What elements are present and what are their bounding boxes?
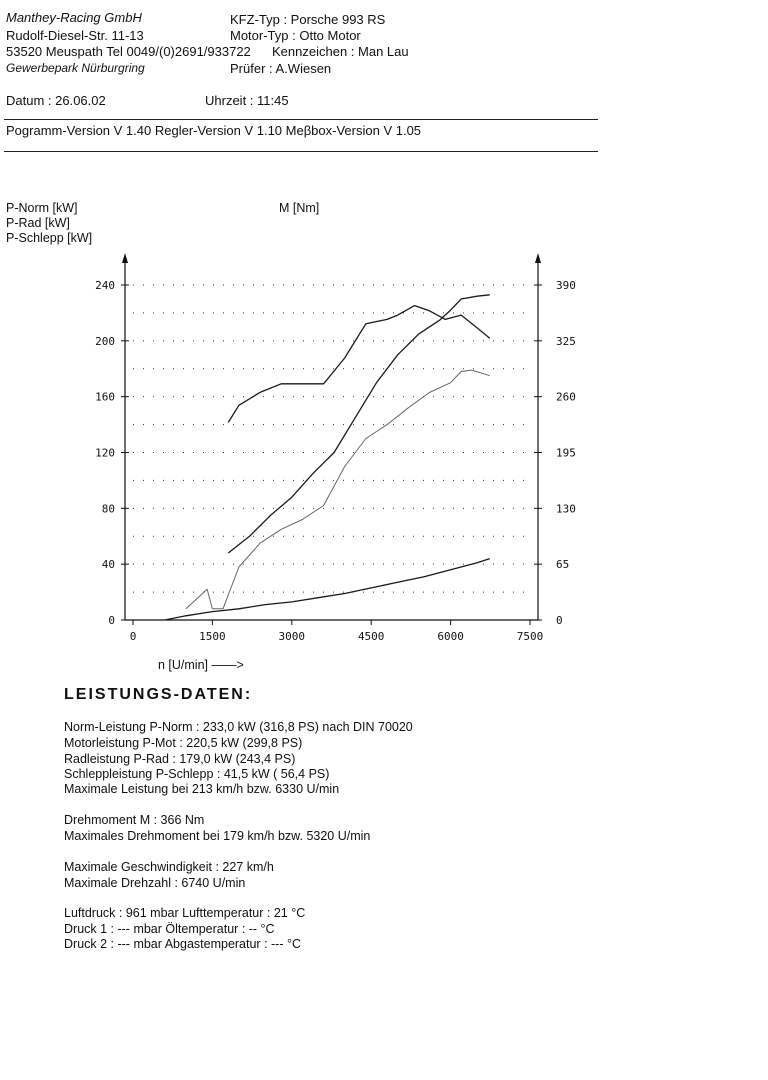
y-tick-label-right: 130	[556, 502, 576, 516]
y-axis-right-arrow	[535, 253, 541, 263]
x-tick-label: 4500	[357, 630, 385, 643]
company-city-tel: 53520 Meuspath Tel 0049/(0)2691/933722	[6, 44, 251, 59]
row-druck-1: Druck 1 : --- mbar Öltemperatur : -- °C	[64, 922, 275, 936]
row-max-geschwindigkeit: Maximale Geschwindigkeit : 227 km/h	[64, 860, 274, 874]
left-axis-label-p-schlepp: P-Schlepp [kW]	[6, 231, 93, 245]
row-schleppleistung: Schleppleistung P-Schlepp : 41,5 kW ( 56,4 PS)	[64, 767, 330, 781]
y-axis-left-arrow	[122, 253, 128, 263]
x-tick-label: 0	[129, 630, 137, 643]
y-tick-label-left: 0	[108, 614, 115, 627]
row-max-leistung: Maximale Leistung bei 213 km/h bzw. 6330 U/min	[64, 782, 340, 796]
uhrzeit: Uhrzeit : 11:45	[205, 93, 289, 108]
y-tick-label-left: 240	[95, 279, 115, 292]
x-tick-label: 6000	[437, 630, 464, 643]
kfz-typ: KFZ-Typ : Porsche 993 RS	[230, 12, 386, 27]
x-axis-label: n [U/min] ——>	[158, 658, 244, 672]
row-motorleistung: Motorleistung P-Mot : 220,5 kW (299,8 PS)	[64, 736, 303, 750]
row-max-drehmoment: Maximales Drehmoment bei 179 km/h bzw. 5320 U/min	[64, 829, 371, 843]
x-tick-label: 3000	[278, 630, 306, 643]
header-rule-top	[4, 119, 598, 120]
y-tick-label-right: 260	[556, 390, 576, 404]
y-tick-label-left: 160	[95, 390, 115, 404]
series-line-p-rad	[186, 370, 490, 609]
row-max-drehzahl: Maximale Drehzahl : 6740 U/min	[64, 876, 246, 890]
kennzeichen: Kennzeichen : Man Lau	[272, 44, 409, 59]
y-tick-label-left: 40	[101, 558, 115, 572]
series-line-m	[228, 306, 490, 423]
header-rule-bottom	[4, 151, 598, 152]
y-tick-label-right: 195	[556, 446, 576, 460]
motor-typ: Motor-Typ : Otto Motor	[230, 28, 361, 43]
version-line: Pogramm-Version V 1.40 Regler-Version V 1.10 Meβbox-Version V 1.05	[6, 123, 422, 138]
dyno-chart	[0, 240, 768, 660]
x-tick-label: 7500	[516, 630, 544, 643]
y-tick-label-left: 200	[95, 334, 115, 348]
company-street: Rudolf-Diesel-Str. 11-13	[6, 28, 144, 43]
x-tick-label: 1500	[199, 630, 226, 643]
right-axis-label-torque: M [Nm]	[279, 201, 320, 215]
series-line-p-norm	[228, 295, 490, 553]
y-tick-label-left: 80	[101, 502, 115, 516]
row-norm-leistung: Norm-Leistung P-Norm : 233,0 kW (316,8 PS) nach DIN 70020	[64, 720, 413, 734]
company-name: Manthey-Racing GmbH	[6, 10, 142, 25]
left-axis-label-p-norm: P-Norm [kW]	[6, 201, 78, 215]
company-location: Gewerbepark Nürburgring	[6, 61, 145, 75]
y-tick-label-right: 0	[556, 614, 563, 627]
leistung-title: LEISTUNGS-DATEN:	[64, 686, 253, 703]
row-radleistung: Radleistung P-Rad : 179,0 kW (243,4 PS)	[64, 752, 296, 766]
datum: Datum : 26.06.02	[6, 93, 106, 108]
y-tick-label-left: 120	[95, 446, 115, 460]
row-druck-2: Druck 2 : --- mbar Abgastemperatur : --- °C	[64, 937, 301, 951]
y-tick-label-right: 325	[556, 334, 576, 348]
left-axis-label-p-rad: P-Rad [kW]	[6, 216, 70, 230]
pruefer: Prüfer : A.Wiesen	[230, 61, 332, 76]
y-tick-label-right: 390	[556, 279, 576, 292]
row-luftdruck: Luftdruck : 961 mbar Lufttemperatur : 21 °C	[64, 906, 306, 920]
series-line-p-schlepp	[165, 559, 490, 620]
y-tick-label-right: 65	[556, 558, 570, 572]
row-drehmoment: Drehmoment M : 366 Nm	[64, 813, 205, 827]
